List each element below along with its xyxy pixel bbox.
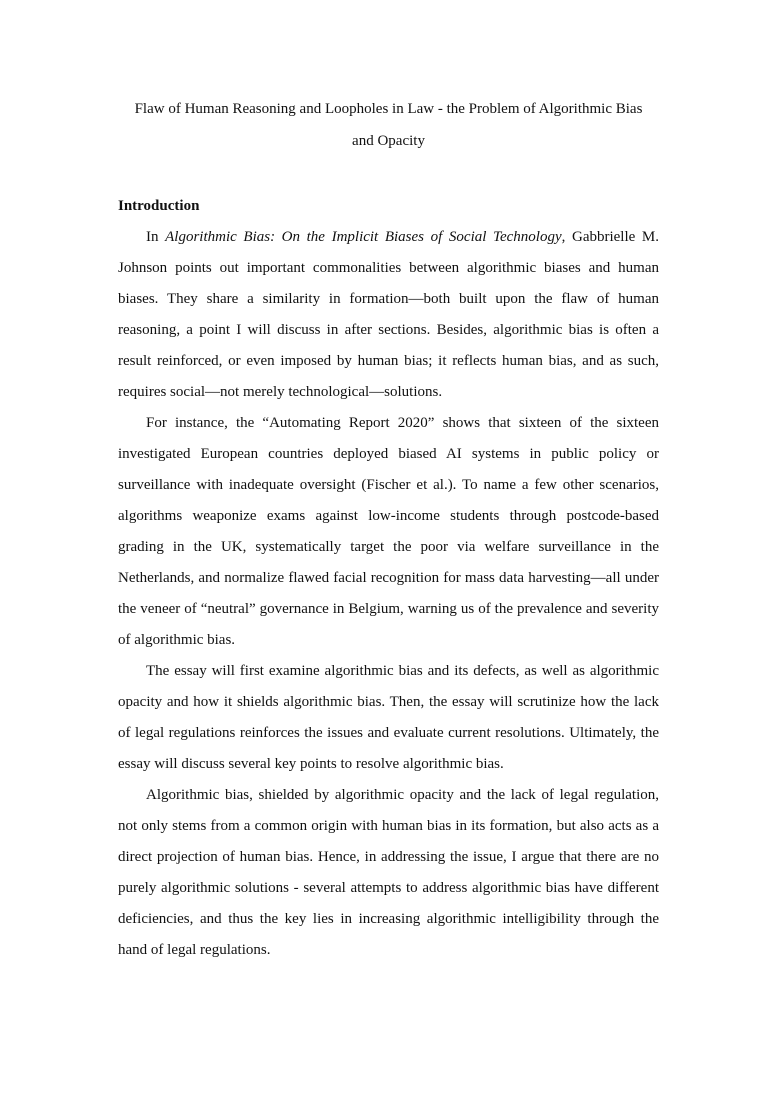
paragraph-3: The essay will first examine algorithmic bias and its defects, as well as algorithmic opacity and how it shields algorithmic bias. Then, the essay will scrutinize how the lack of legal regulations reinforces the issues and evaluate current resolutions. Ultimately, the essay will discuss several key points to resolve algorithmic bias. xyxy=(118,663,659,772)
paragraph-2: For instance, the “Automating Report 2020” shows that sixteen of the sixteen investigated European countries deployed biased AI systems in public policy or surveillance with inadequate oversight (Fischer et al.). To name a few other scenarios, algorithms weaponize exams against low-income students through postcode-based grading in the UK, systematically target the poor via welfare surveillance in the Netherlands, and normalize flawed facial recognition for mass data harvesting—all under the veneer of “neutral” governance in Belgium, warning us of the prevalence and severity of algorithmic bias. xyxy=(118,415,659,648)
section-heading: Introduction xyxy=(118,198,200,214)
title-line-2: and Opacity xyxy=(352,132,425,149)
document-body xyxy=(118,94,659,966)
title-line-1: Flaw of Human Reasoning and Loopholes in Law - the Problem of Algorithmic Bias xyxy=(134,101,643,117)
paragraph-1-prefix: In xyxy=(146,229,166,245)
cited-work-title: Algorithmic Bias: On the Implicit Biases of Social Technology xyxy=(165,229,562,245)
paragraph-1 xyxy=(118,222,659,408)
document-title xyxy=(118,94,659,157)
paragraph-4: Algorithmic bias, shielded by algorithmic opacity and the lack of legal regulation, not only stems from a common origin with human bias in its formation, but also acts as a direct projection of human bias. Hence, in addressing the issue, I argue that there are no purely algorithmic solutions - several attempts to address algorithmic bias have different deficiencies, and thus the key lies in increasing algorithmic intelligibility through the hand of legal regulations. xyxy=(118,787,659,958)
paragraph-1-body: , Gabbrielle M. Johnson points out important commonalities between algorithmic biases and human biases. They share a similarity in formation—both built upon the flaw of human reasoning, a point I will discuss in after sections. Besides, algorithmic bias is often a result reinforced, or even imposed by human bias; it reflects human bias, and as such, requires social—not merely technological—solutions. xyxy=(118,229,659,400)
